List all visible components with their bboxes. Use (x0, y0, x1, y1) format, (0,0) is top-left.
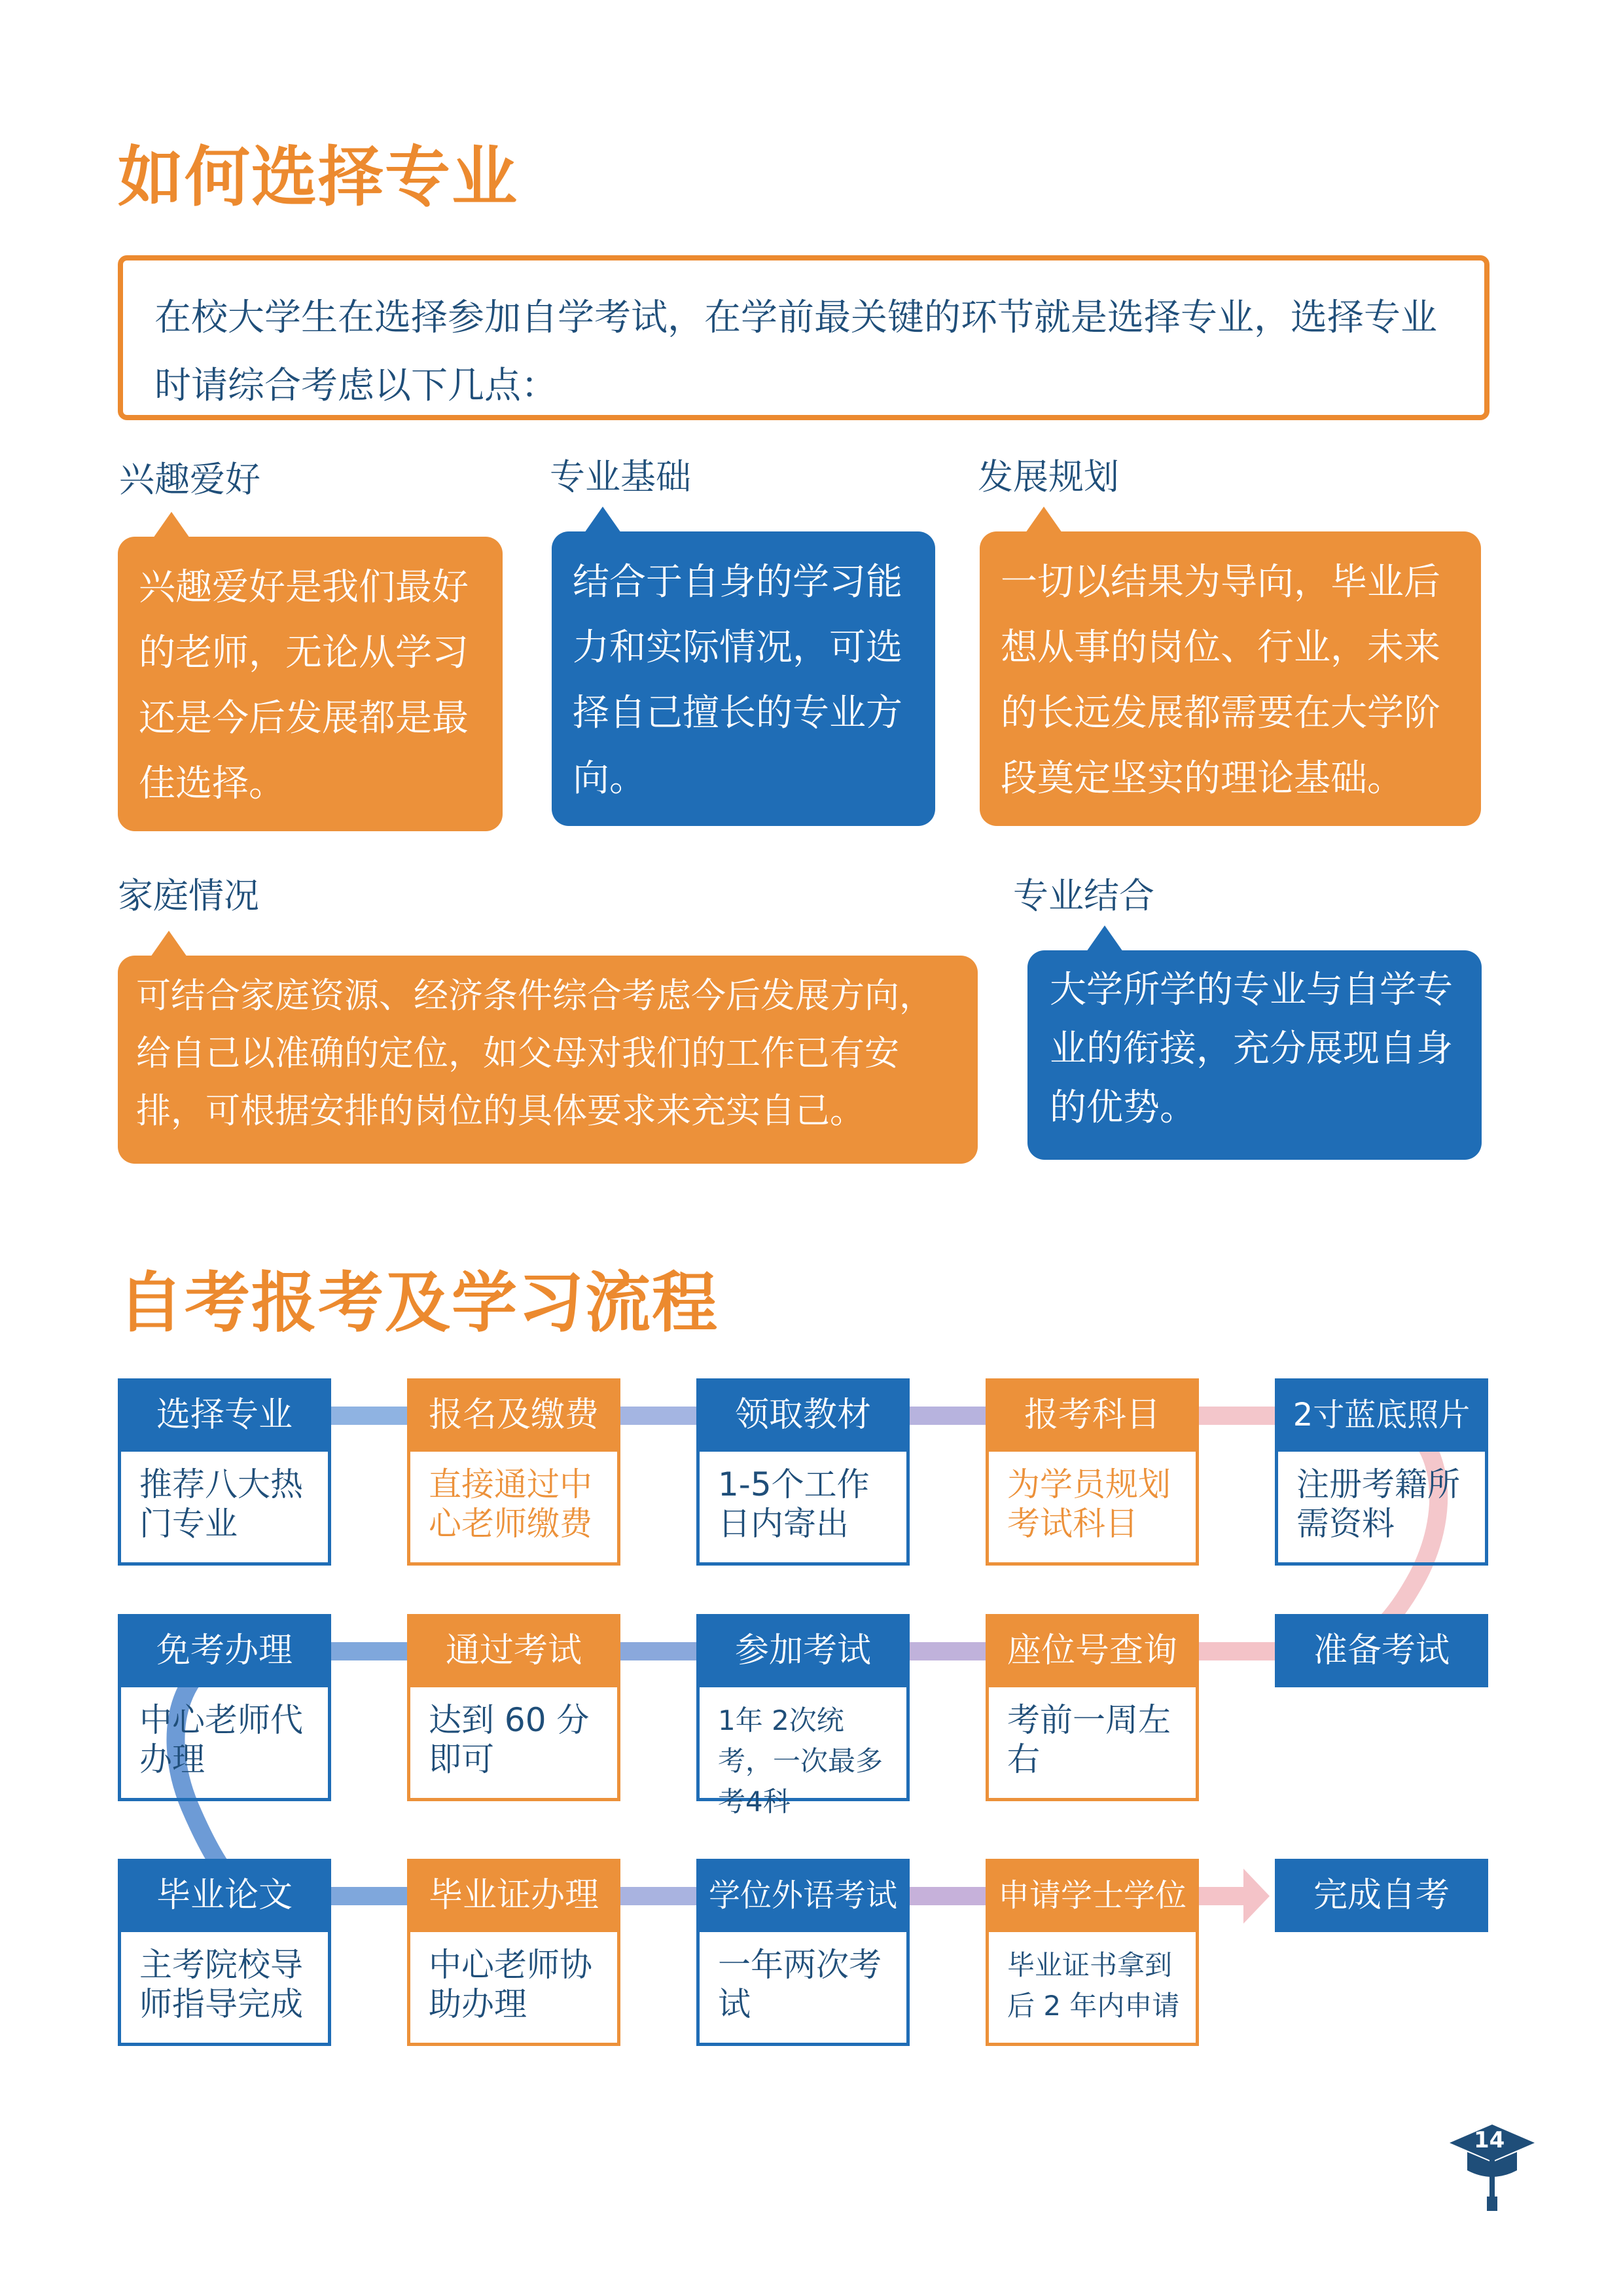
flow-step (1275, 1614, 1488, 1687)
connector (1198, 1642, 1275, 1660)
flow-step-desc: 达到 60 分即可 (407, 1687, 620, 1801)
flow-step (1275, 1378, 1488, 1566)
intro-box: 在校大学生在选择参加自学考试，在学前最关键的环节就是选择专业，选择专业时请综合考虑以下几点： (118, 255, 1489, 420)
connector (330, 1642, 407, 1660)
bubble-combination-text: 大学所学的专业与自学专业的衔接，充分展现自身的优势。 (1050, 969, 1453, 1129)
section-title-process: 自考报考及学习流程 (118, 1265, 719, 1341)
flow-step-desc: 1年 2次统考，一次最多考4科 (696, 1687, 910, 1801)
connector (1198, 1887, 1249, 1905)
flow-step-desc: 中心老师代办理 (118, 1687, 331, 1801)
flow-step-title: 选择专业 (118, 1378, 331, 1452)
flow-step (407, 1614, 620, 1801)
bubble-foundation-text: 结合于自身的学习能力和实际情况，可选择自己擅长的专业方向。 (573, 561, 902, 800)
label-foundation: 专业基础 (550, 456, 691, 497)
connector (330, 1407, 407, 1425)
flow-step-title: 2寸蓝底照片 (1275, 1378, 1488, 1452)
connector (908, 1407, 986, 1425)
flow-step (696, 1378, 910, 1566)
flow-step-desc: 1-5个工作日内寄出 (696, 1452, 910, 1566)
flow-step (118, 1378, 331, 1566)
flow-step-title: 通过考试 (407, 1614, 620, 1687)
flow-step (407, 1859, 620, 2046)
label-combination: 专业结合 (1013, 875, 1154, 916)
connector (330, 1887, 407, 1905)
connector (1198, 1407, 1275, 1425)
flow-step-desc: 一年两次考试 (696, 1932, 910, 2046)
connector (619, 1642, 696, 1660)
flow-step-title: 毕业论文 (118, 1859, 331, 1932)
flow-step (118, 1614, 331, 1801)
flow-step-title: 准备考试 (1275, 1614, 1488, 1687)
flow-step-title: 座位号查询 (986, 1614, 1199, 1687)
flow-step (118, 1859, 331, 2046)
flow-step-title: 学位外语考试 (696, 1859, 910, 1932)
flow-step (986, 1859, 1199, 2046)
flow-step (696, 1859, 910, 2046)
flow-step-desc: 主考院校导师指导完成 (118, 1932, 331, 2046)
bubble-planning-text: 一切以结果为导向，毕业后想从事的岗位、行业，未来的长远发展都需要在大学阶段奠定坚实的理论基础。 (1001, 561, 1440, 800)
section-title-choose-major: 如何选择专业 (118, 139, 518, 215)
flow-step-desc: 直接通过中心老师缴费 (407, 1452, 620, 1566)
flow-step-title: 申请学士学位 (986, 1859, 1199, 1932)
flow-step (407, 1378, 620, 1566)
flow-step-desc: 为学员规划考试科目 (986, 1452, 1199, 1566)
flow-step-title: 报名及缴费 (407, 1378, 620, 1452)
connector (619, 1407, 696, 1425)
label-interest: 兴趣爱好 (119, 459, 260, 500)
flow-step-title: 免考办理 (118, 1614, 331, 1687)
flow-step-desc: 毕业证书拿到后 2 年内申请 (986, 1932, 1199, 2046)
flow-step (696, 1614, 910, 1818)
label-family: 家庭情况 (118, 875, 259, 916)
flow-step (1275, 1859, 1488, 1932)
flow-step-title: 完成自考 (1275, 1859, 1488, 1932)
flow-step-title: 参加考试 (696, 1614, 910, 1687)
flow-step-title: 报考科目 (986, 1378, 1199, 1452)
connector (908, 1642, 986, 1660)
flow-step-title: 领取教材 (696, 1378, 910, 1452)
bubble-family-text: 可结合家庭资源、经济条件综合考虑今后发展方向，给自己以准确的定位，如父母对我们的工作已有安排，可根据安排的岗位的具体要求来充实自己。 (136, 976, 934, 1131)
flow-step-desc: 注册考籍所需资料 (1275, 1452, 1488, 1566)
flow-step (986, 1378, 1199, 1566)
flow-step (986, 1614, 1199, 1801)
flow-step-desc: 中心老师协助办理 (407, 1932, 620, 2046)
flow-step-desc: 考前一周左右 (986, 1687, 1199, 1801)
connector (619, 1887, 696, 1905)
connector (908, 1887, 986, 1905)
page-number: 14 (1474, 2127, 1505, 2153)
label-planning: 发展规划 (978, 456, 1119, 497)
flow-step-desc: 推荐八大热门专业 (118, 1452, 331, 1566)
bubble-interest-text: 兴趣爱好是我们最好的老师，无论从学习还是今后发展都是最佳选择。 (139, 566, 469, 805)
arrow-head (1243, 1869, 1270, 1924)
flow-step-title: 毕业证办理 (407, 1859, 620, 1932)
